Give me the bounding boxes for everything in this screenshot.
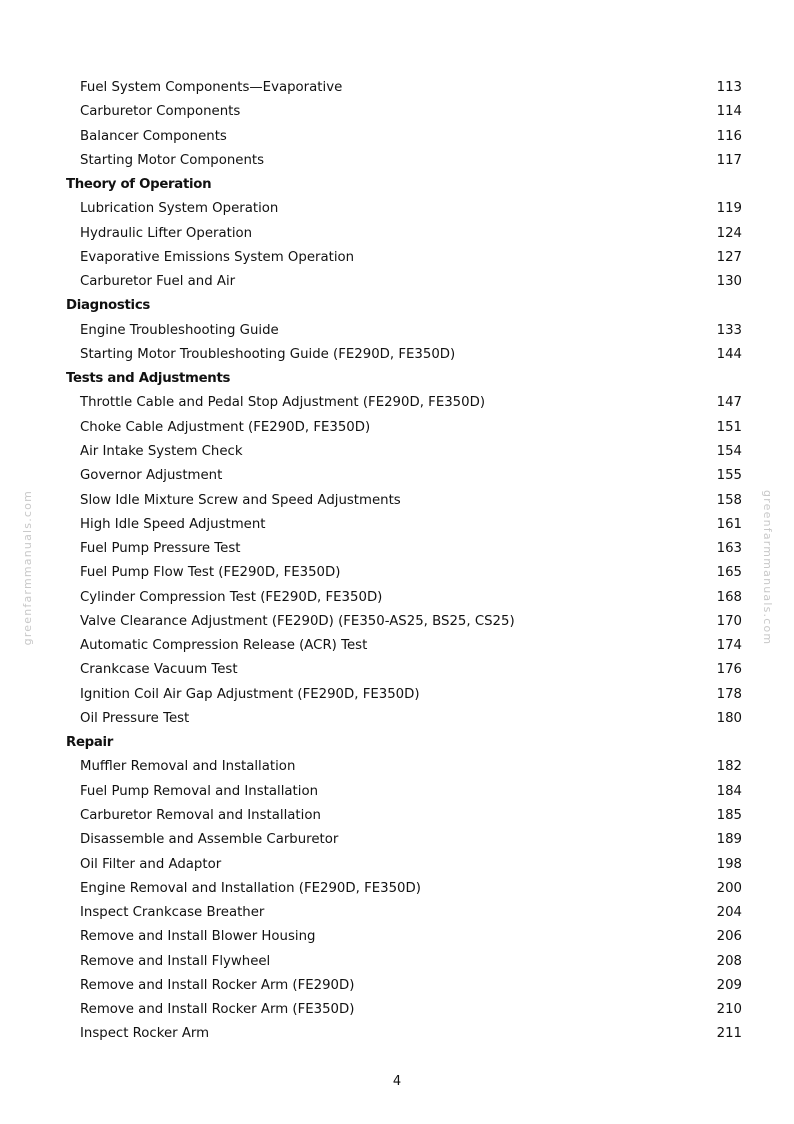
entry-title: Engine Troubleshooting Guide <box>80 322 279 338</box>
toc-entry[interactable] <box>0 222 794 246</box>
entry-page-number: 180 <box>716 710 742 726</box>
entry-title: Muffler Removal and Installation <box>80 759 296 775</box>
toc-entry[interactable] <box>0 901 794 925</box>
entry-title: Cylinder Compression Test (FE290D, FE350D) <box>80 589 383 605</box>
toc-entry[interactable] <box>0 1022 794 1046</box>
table-of-contents <box>0 76 794 1047</box>
entry-page-number: 184 <box>716 783 742 799</box>
toc-entry[interactable] <box>0 658 794 682</box>
entry-title: Ignition Coil Air Gap Adjustment (FE290D, FE350D) <box>80 686 420 702</box>
entry-title: Inspect Rocker Arm <box>80 1026 210 1042</box>
entry-page-number: 147 <box>716 395 742 411</box>
section-title: Theory of Operation <box>66 177 212 193</box>
entry-title: Balancer Components <box>80 128 227 144</box>
toc-section-heading <box>0 731 794 755</box>
toc-section-heading <box>0 367 794 391</box>
entry-title: Starting Motor Components <box>80 152 265 168</box>
entry-page-number: 161 <box>716 516 742 532</box>
entry-title: Carburetor Components <box>80 104 241 120</box>
toc-entry[interactable] <box>0 464 794 488</box>
entry-title: Throttle Cable and Pedal Stop Adjustment (FE290D, FE350D) <box>80 395 486 411</box>
entry-title: Disassemble and Assemble Carburetor <box>80 832 339 848</box>
entry-page-number: 170 <box>716 613 742 629</box>
entry-page-number: 155 <box>716 468 742 484</box>
entry-title: Valve Clearance Adjustment (FE290D) (FE350-AS25, BS25, CS25) <box>80 613 515 629</box>
entry-title: Remove and Install Flywheel <box>80 953 271 969</box>
entry-page-number: 165 <box>716 565 742 581</box>
toc-entry[interactable] <box>0 513 794 537</box>
entry-page-number: 211 <box>716 1026 742 1042</box>
entry-page-number: 119 <box>716 201 742 217</box>
toc-entry[interactable] <box>0 391 794 415</box>
entry-title: Fuel Pump Removal and Installation <box>80 783 319 799</box>
entry-title: Starting Motor Troubleshooting Guide (FE290D, FE350D) <box>80 346 456 362</box>
entry-title: Inspect Crankcase Breather <box>80 905 265 921</box>
section-title: Diagnostics <box>66 298 151 314</box>
toc-entry[interactable] <box>0 828 794 852</box>
entry-page-number: 178 <box>716 686 742 702</box>
entry-title: High Idle Speed Adjustment <box>80 516 266 532</box>
entry-page-number: 176 <box>716 662 742 678</box>
entry-page-number: 163 <box>716 541 742 557</box>
entry-page-number: 168 <box>716 589 742 605</box>
toc-entry[interactable] <box>0 925 794 949</box>
entry-title: Engine Removal and Installation (FE290D, FE350D) <box>80 880 421 896</box>
entry-title: Oil Pressure Test <box>80 710 190 726</box>
toc-entry[interactable] <box>0 634 794 658</box>
toc-entry[interactable] <box>0 610 794 634</box>
entry-page-number: 133 <box>716 322 742 338</box>
toc-entry[interactable] <box>0 440 794 464</box>
toc-entry[interactable] <box>0 998 794 1022</box>
entry-title: Automatic Compression Release (ACR) Test <box>80 638 368 654</box>
toc-entry[interactable] <box>0 76 794 100</box>
toc-entry[interactable] <box>0 343 794 367</box>
entry-page-number: 208 <box>716 953 742 969</box>
entry-page-number: 200 <box>716 880 742 896</box>
toc-entry[interactable] <box>0 974 794 998</box>
entry-title: Remove and Install Rocker Arm (FE290D) <box>80 977 355 993</box>
entry-page-number: 127 <box>716 249 742 265</box>
toc-entry[interactable] <box>0 100 794 124</box>
entry-title: Governor Adjustment <box>80 468 223 484</box>
entry-title: Carburetor Removal and Installation <box>80 807 321 823</box>
entry-title: Evaporative Emissions System Operation <box>80 249 355 265</box>
toc-entry[interactable] <box>0 197 794 221</box>
section-title: Repair <box>66 735 114 751</box>
page-number: 4 <box>392 1074 402 1089</box>
toc-entry[interactable] <box>0 950 794 974</box>
entry-page-number: 124 <box>716 225 742 241</box>
entry-page-number: 114 <box>716 104 742 120</box>
entry-title: Oil Filter and Adaptor <box>80 856 222 872</box>
entry-title: Fuel System Components—Evaporative <box>80 80 343 95</box>
toc-section-heading <box>0 294 794 318</box>
toc-entry[interactable] <box>0 683 794 707</box>
entry-page-number: 151 <box>716 419 742 435</box>
toc-entry[interactable] <box>0 586 794 610</box>
toc-entry[interactable] <box>0 780 794 804</box>
toc-entry[interactable] <box>0 149 794 173</box>
entry-title: Choke Cable Adjustment (FE290D, FE350D) <box>80 419 371 435</box>
entry-title: Slow Idle Mixture Screw and Speed Adjustments <box>80 492 401 508</box>
entry-page-number: 144 <box>716 346 742 362</box>
toc-entry[interactable] <box>0 804 794 828</box>
watermark-left: greenfarmmanuals.com <box>21 490 34 646</box>
section-title: Tests and Adjustments <box>66 371 231 387</box>
toc-entry[interactable] <box>0 755 794 779</box>
entry-page-number: 182 <box>716 759 742 775</box>
toc-entry[interactable] <box>0 319 794 343</box>
entry-page-number: 116 <box>716 128 742 144</box>
entry-page-number: 185 <box>716 807 742 823</box>
entry-page-number: 204 <box>716 905 742 921</box>
entry-title: Hydraulic Lifter Operation <box>80 225 253 241</box>
entry-page-number: 206 <box>716 929 742 945</box>
toc-entry[interactable] <box>0 489 794 513</box>
entry-page-number: 130 <box>716 274 742 290</box>
toc-entry[interactable] <box>0 537 794 561</box>
toc-entry[interactable] <box>0 561 794 585</box>
toc-entry[interactable] <box>0 416 794 440</box>
entry-title: Fuel Pump Pressure Test <box>80 541 241 557</box>
entry-title: Fuel Pump Flow Test (FE290D, FE350D) <box>80 565 341 581</box>
entry-title: Remove and Install Rocker Arm (FE350D) <box>80 1002 355 1018</box>
entry-page-number: 154 <box>716 443 742 459</box>
entry-page-number: 198 <box>716 856 742 872</box>
entry-page-number: 158 <box>716 492 742 508</box>
toc-entry[interactable] <box>0 246 794 270</box>
toc-entry[interactable] <box>0 877 794 901</box>
entry-page-number: 189 <box>716 832 742 848</box>
toc-entry[interactable] <box>0 125 794 149</box>
watermark-right: greenfarmmanuals.com <box>761 490 774 646</box>
entry-title: Remove and Install Blower Housing <box>80 929 316 945</box>
toc-entry[interactable] <box>0 853 794 877</box>
entry-title: Carburetor Fuel and Air <box>80 274 236 290</box>
entry-page-number: 113 <box>716 80 742 95</box>
entry-title: Lubrication System Operation <box>80 201 279 217</box>
entry-title: Crankcase Vacuum Test <box>80 662 238 678</box>
toc-entry[interactable] <box>0 707 794 731</box>
entry-page-number: 174 <box>716 638 742 654</box>
toc-entry[interactable] <box>0 270 794 294</box>
entry-page-number: 117 <box>716 152 742 168</box>
entry-title: Air Intake System Check <box>80 443 243 459</box>
entry-page-number: 210 <box>716 1002 742 1018</box>
entry-page-number: 209 <box>716 977 742 993</box>
toc-section-heading <box>0 173 794 197</box>
